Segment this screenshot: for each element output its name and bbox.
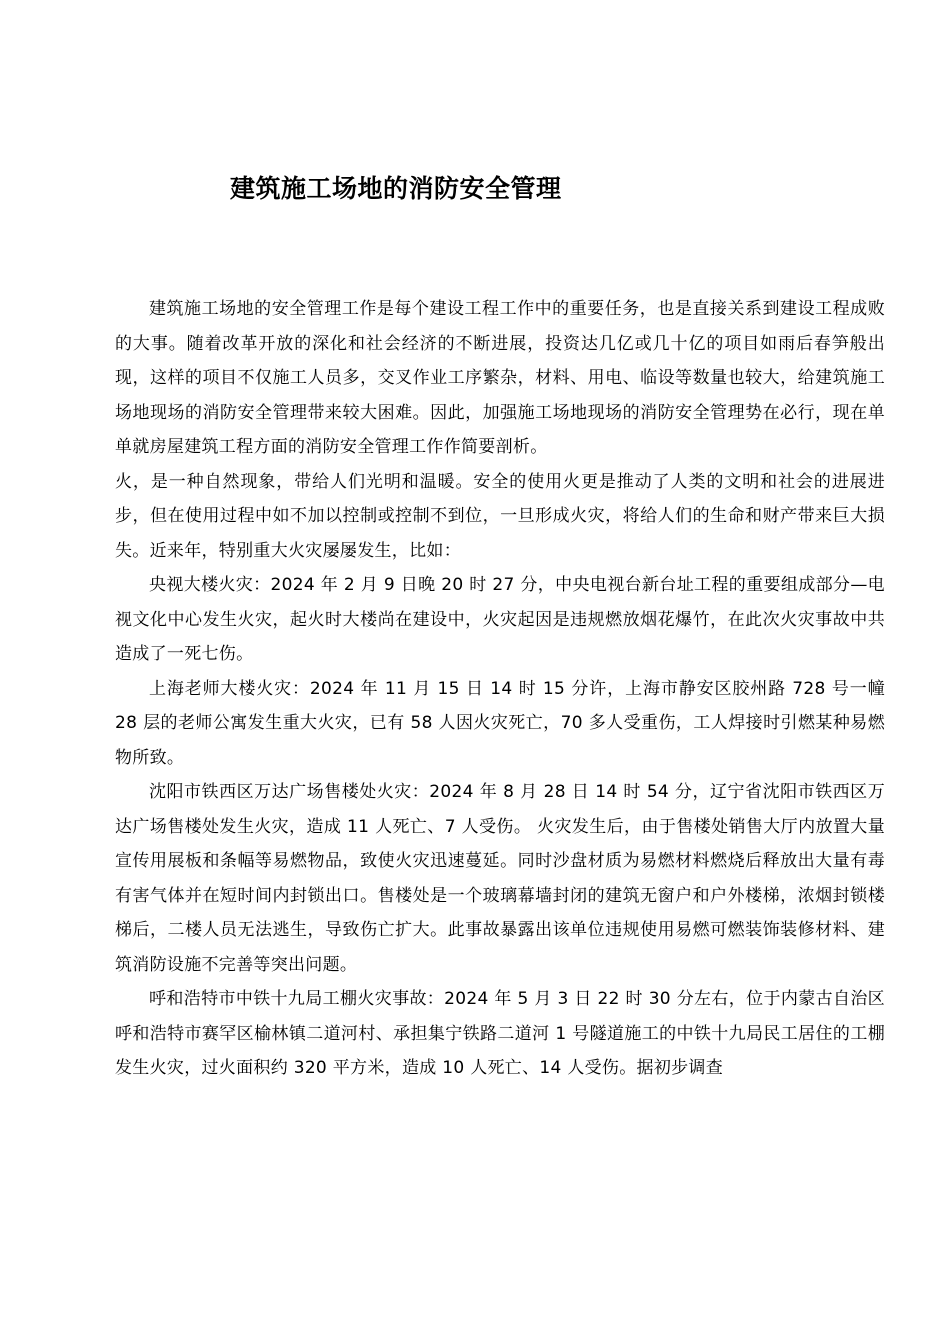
paragraph-fire-overview: 火，是一种自然现象，带给人们光明和温暖。安全的使用火更是推动了人类的文明和社会的进展进步，但在使用过程中如不加以控制或控制不到位，一旦形成火灾，将给人们的生命和财产带来巨大损失。近来年，特别重大火灾屡屡发生，比如： bbox=[115, 471, 885, 561]
paragraph-shanghai-fire: 上海老师大楼火灾：2024 年 11 月 15 日 14 时 15 分许，上海市静安区胶州路 728 号一幢 28 层的老师公寓发生重大火灾，已有 58 人因火灾死亡，70 多人受重伤，工人焊接时引燃某种易燃物所致。 bbox=[115, 678, 885, 768]
paragraph-hohhot-fire: 呼和浩特市中铁十九局工棚火灾事故：2024 年 5 月 3 日 22 时 30 分左右，位于内蒙古自治区呼和浩特市赛罕区榆林镇二道河村、承担集宁铁路二道河 1 号隧道施工的中铁十九局民工居住的工棚发生火灾，过火面积约 320 平方米，造成 10 人死亡、14 人受伤。据初步调查 bbox=[115, 989, 885, 1078]
document-title: 建筑施工场地的消防安全管理 bbox=[230, 174, 562, 203]
paragraph-cctv-fire: 央视大楼火灾：2024 年 2 月 9 日晚 20 时 27 分，中央电视台新台址工程的重要组成部分—电视文化中心发生火灾，起火时大楼尚在建设中，火灾起因是违规燃放烟花爆竹，在此次火灾事故中共造成了一死七伤。 bbox=[115, 575, 885, 664]
document-body bbox=[115, 292, 885, 1086]
paragraph-shenyang-fire: 沈阳市铁西区万达广场售楼处火灾：2024 年 8 月 28 日 14 时 54 分，辽宁省沈阳市铁西区万达广场售楼处发生火灾，造成 11 人死亡、7 人受伤。 火灾发生后，由于售楼处销售大厅内放置大量宣传用展板和条幅等易燃物品，致使火灾迅速蔓延。同时沙盘材质为易燃材料燃烧后释放出大量有毒有害气体并在短时间内封锁出口。售楼处是一个玻璃幕墙封闭的建筑无窗户和户外楼梯，浓烟封锁楼梯后，二楼人员无法逃生，导致伤亡扩大。此事故暴露出该单位违规使用易燃可燃装饰装修材料、建筑消防设施不完善等突出问题。 bbox=[115, 782, 885, 975]
paragraph-intro: 建筑施工场地的安全管理工作是每个建设工程工作中的重要任务，也是直接关系到建设工程成败的大事。随着改革开放的深化和社会经济的不断进展，投资达几亿或几十亿的项目如雨后春笋般出现，这样的项目不仅施工人员多，交叉作业工序繁杂，材料、用电、临设等数量也较大，给建筑施工场地现场的消防安全管理带来较大困难。因此，加强施工场地现场的消防安全管理势在必行，现在单单就房屋建筑工程方面的消防安全管理工作作简要剖析。 bbox=[115, 299, 885, 457]
